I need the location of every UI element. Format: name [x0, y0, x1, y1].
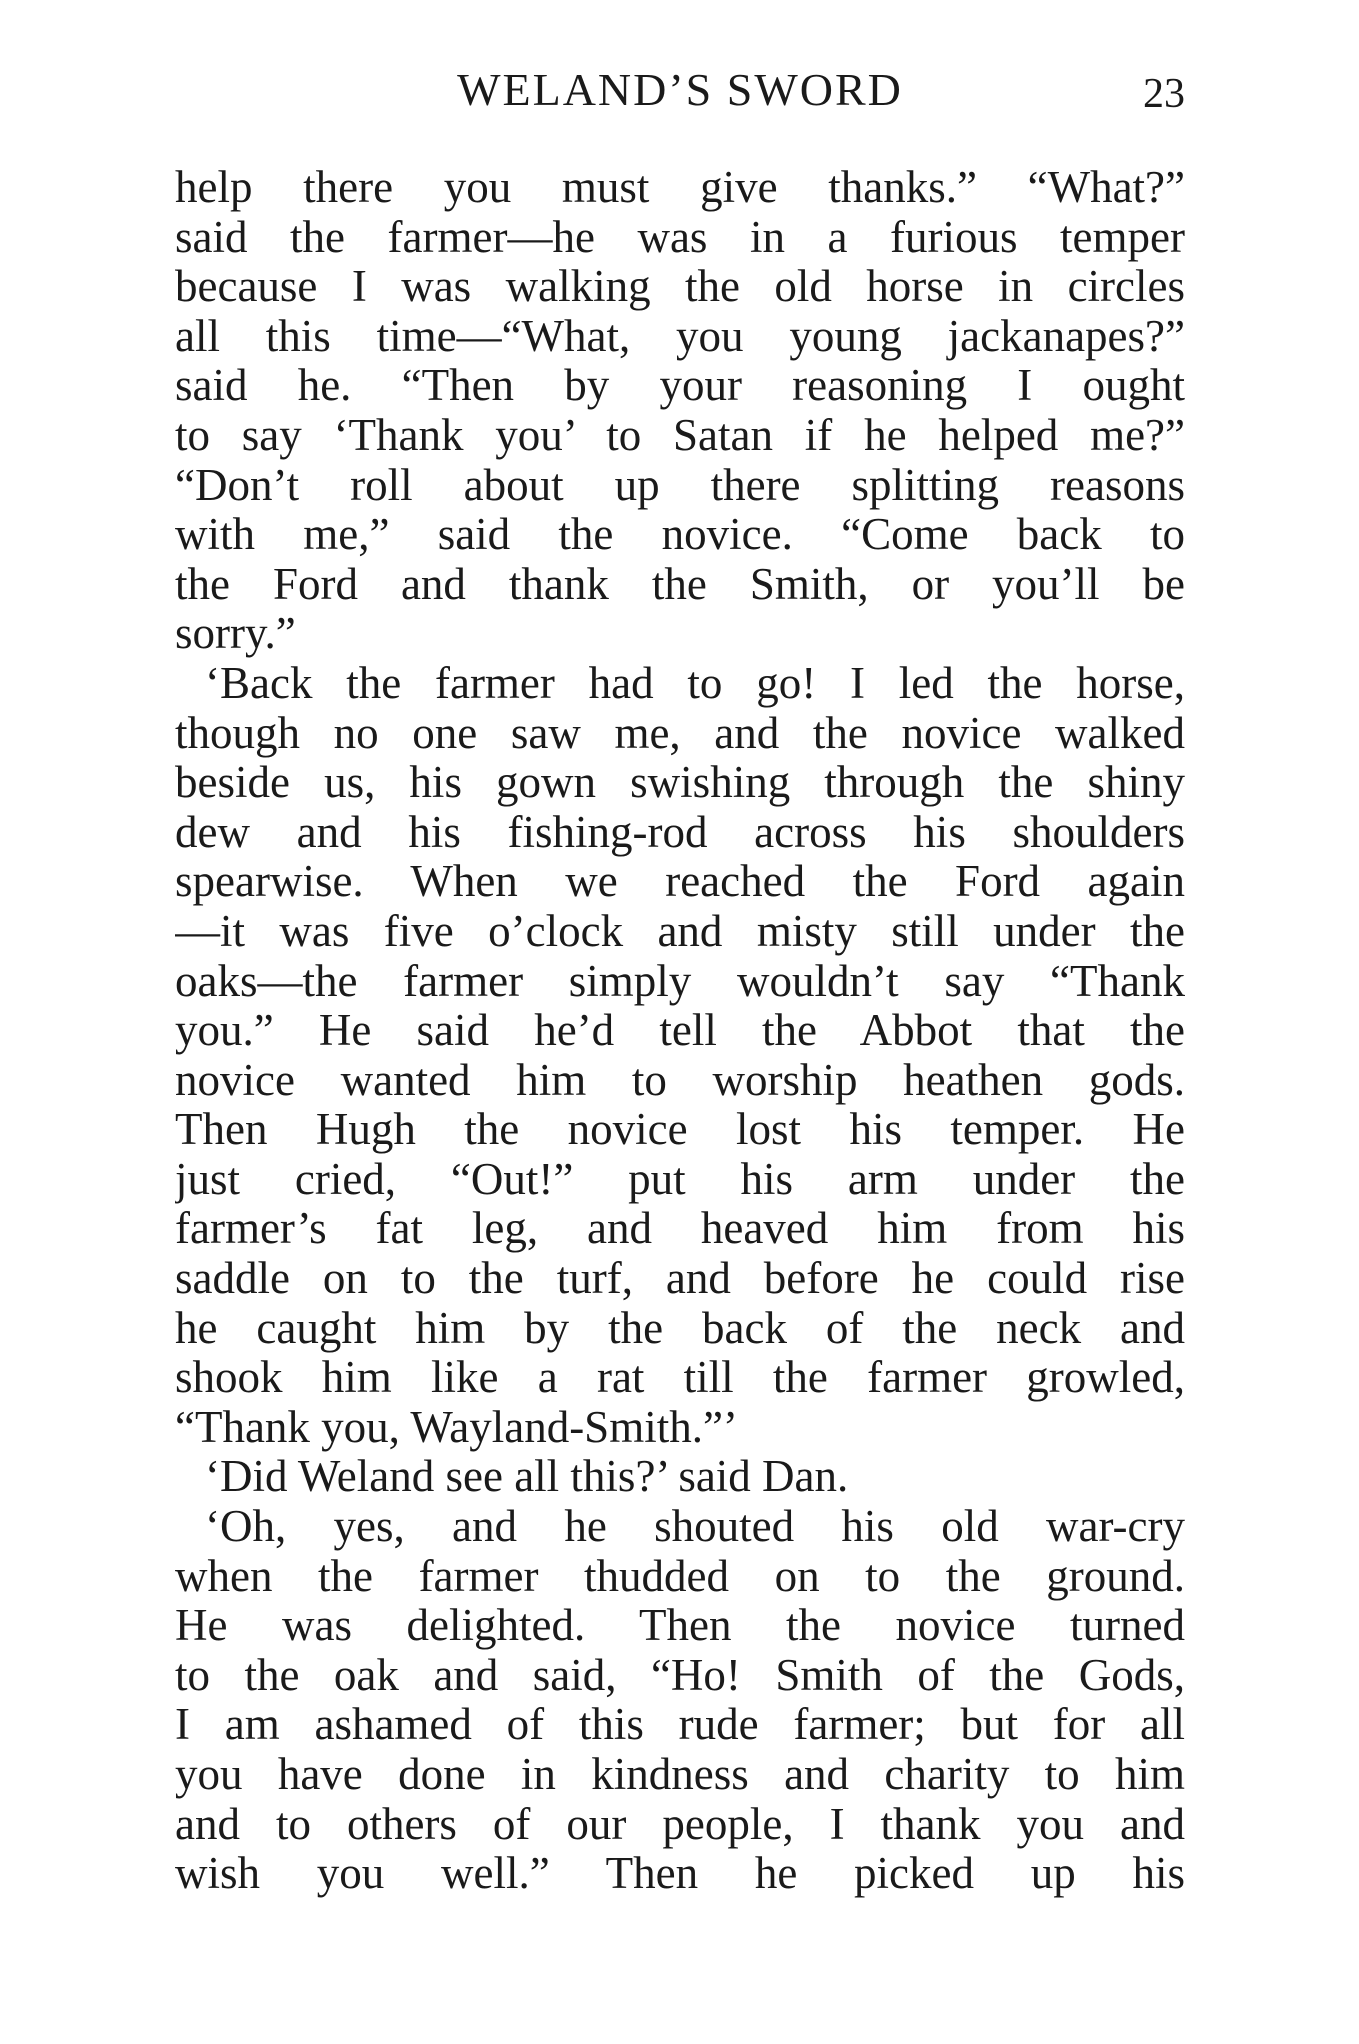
text-line: He was delighted. Then the novice turned — [175, 1601, 1185, 1651]
text-line: when the farmer thudded on to the ground. — [175, 1551, 1185, 1601]
text-line: ‘Did Weland see all this?’ said Dan. — [205, 1452, 849, 1502]
text-line: just cried, “Out!” put his arm under the — [175, 1154, 1185, 1204]
text-line: I am ashamed of this rude farmer; but for all — [175, 1700, 1185, 1750]
text-line: with me,” said the novice. “Come back to — [175, 510, 1185, 560]
text-line: he caught him by the back of the neck and — [175, 1303, 1185, 1353]
text-line: sorry.” — [175, 609, 296, 659]
text-line: and to others of our people, I thank you and — [175, 1799, 1185, 1849]
text-line: help there you must give thanks.” “What?” — [175, 163, 1185, 212]
text-line: oaks—the farmer simply wouldn’t say “Thank — [175, 956, 1185, 1006]
text-line: —it was five o’clock and misty still under the — [175, 906, 1185, 956]
text-line: wish you well.” Then he picked up his — [175, 1849, 1185, 1899]
text-line: novice wanted him to worship heathen gods. — [175, 1055, 1185, 1105]
text-line: to say ‘Thank you’ to Satan if he helped me?” — [175, 410, 1185, 460]
text-line: the Ford and thank the Smith, or you’ll be — [175, 559, 1185, 609]
text-line: “Don’t roll about up there splitting reasons — [175, 460, 1185, 510]
text-line: Then Hugh the novice lost his temper. He — [175, 1105, 1185, 1155]
page-number: 23 — [1143, 71, 1185, 117]
text-line: dew and his fishing-rod across his shoulders — [175, 807, 1185, 857]
text-line: you.” He said he’d tell the Abbot that the — [175, 1006, 1185, 1056]
text-line: said the farmer—he was in a furious temper — [175, 212, 1185, 262]
text-line: beside us, his gown swishing through the shiny — [175, 758, 1185, 808]
text-line: ‘Back the farmer had to go! I led the horse, — [205, 658, 1185, 708]
text-line: though no one saw me, and the novice walked — [175, 708, 1185, 758]
text-line: because I was walking the old horse in circles — [175, 262, 1185, 312]
running-title: WELAND’S SWORD — [457, 64, 903, 115]
text-line: said he. “Then by your reasoning I ought — [175, 361, 1185, 411]
text-line: ‘Oh, yes, and he shouted his old war-cry — [205, 1502, 1185, 1552]
text-line: you have done in kindness and charity to him — [175, 1750, 1185, 1799]
text-line: to the oak and said, “Ho! Smith of the Gods, — [175, 1650, 1185, 1700]
text-line: shook him like a rat till the farmer growled, — [175, 1353, 1185, 1403]
text-line: saddle on to the turf, and before he could rise — [175, 1254, 1185, 1304]
running-head — [175, 60, 1185, 120]
text-line: spearwise. When we reached the Ford again — [175, 857, 1185, 907]
text-line: farmer’s fat leg, and heaved him from his — [175, 1204, 1185, 1254]
text-line: all this time—“What, you young jackanapes?” — [175, 311, 1185, 361]
text-line: “Thank you, Wayland-Smith.”’ — [175, 1402, 738, 1452]
body-text — [175, 163, 1185, 1899]
